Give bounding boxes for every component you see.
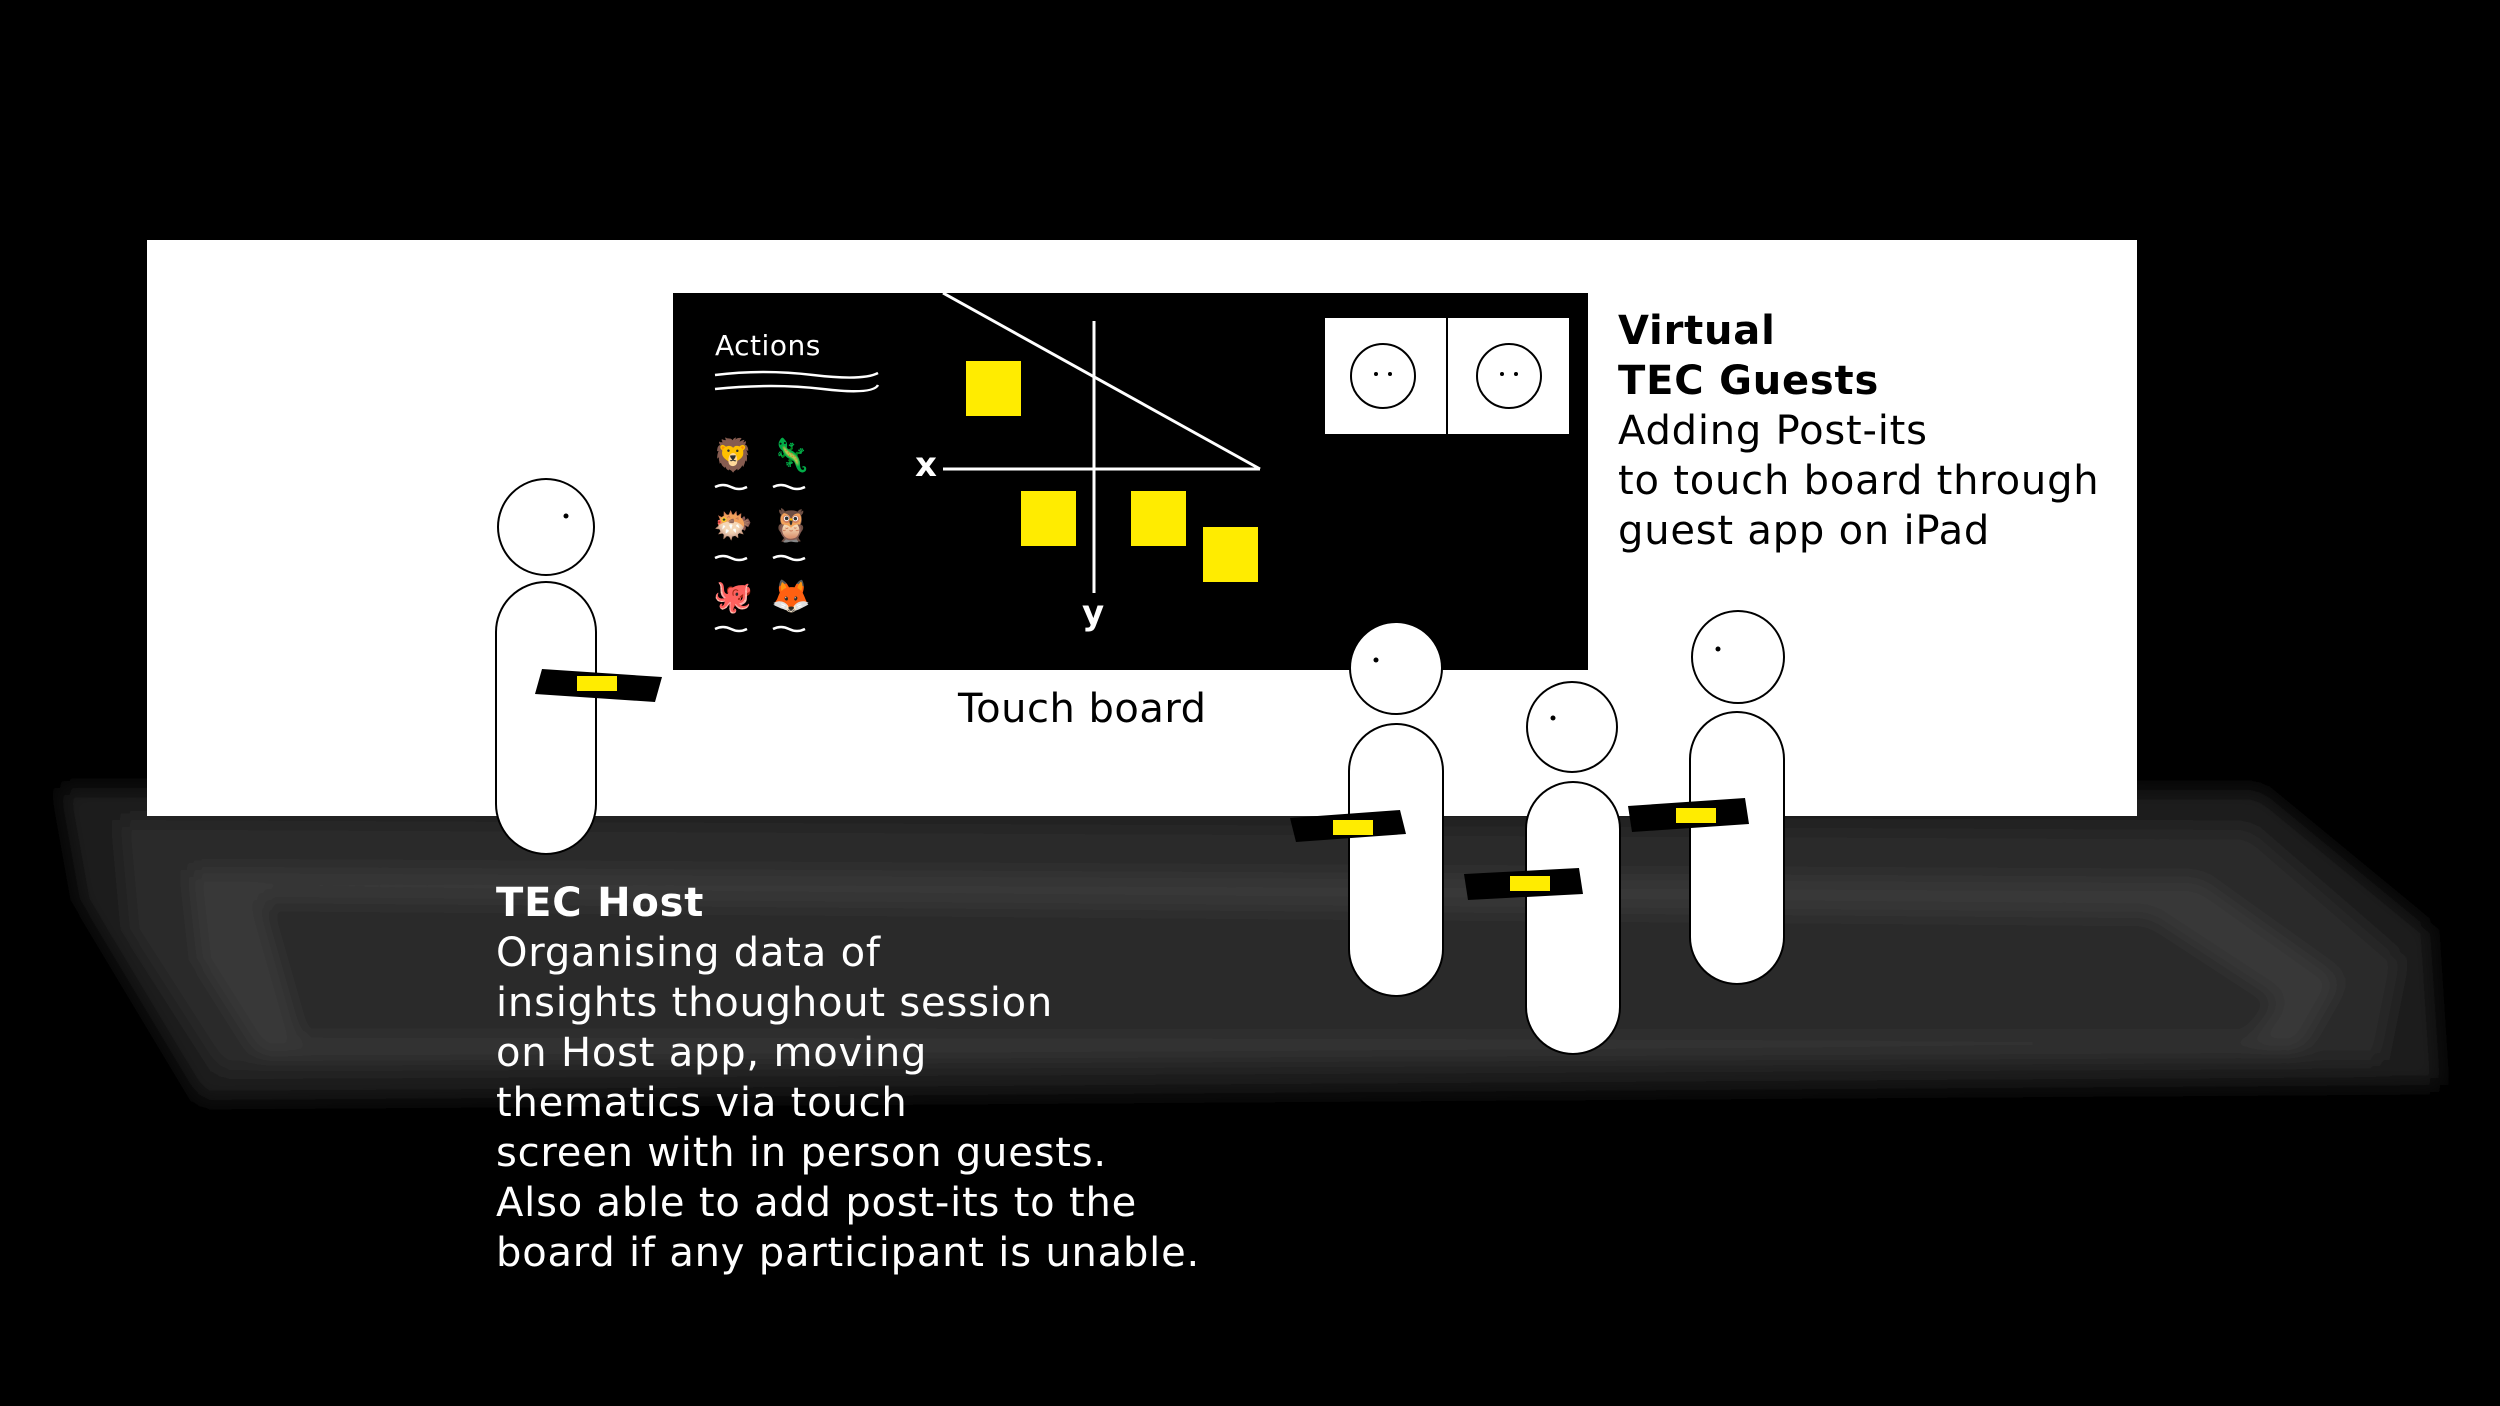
virtual-guests-title-line2: TEC Guests — [1618, 358, 1880, 404]
octopus-sticker[interactable]: 🐙 — [713, 577, 753, 615]
host-line: board if any participant is unable. — [496, 1230, 1200, 1276]
host-note — [496, 878, 1200, 1278]
x-axis-label: x — [915, 445, 937, 485]
fox-sticker[interactable]: 🦊 — [771, 577, 811, 615]
host-line: Organising data of — [496, 930, 881, 976]
host-figure — [496, 479, 662, 854]
host-line: insights thoughout session — [496, 980, 1054, 1026]
fish-sticker[interactable]: 🐡 — [713, 506, 753, 544]
virtual-guests-line: guest app on iPad — [1618, 508, 1991, 554]
owl-sticker[interactable]: 🦉 — [771, 506, 811, 544]
virtual-guests-line: to touch board through — [1618, 458, 2100, 504]
actions-title: Actions — [715, 329, 821, 362]
virtual-guests-line: Adding Post-its — [1618, 408, 1928, 454]
in-person-guest — [1290, 622, 1443, 996]
host-line: screen with in person guests. — [496, 1130, 1107, 1176]
in-person-guest — [1464, 682, 1620, 1054]
lizard-sticker[interactable]: 🦎 — [771, 436, 811, 474]
host-line: Also able to add post-its to the — [496, 1180, 1138, 1226]
in-person-guest — [1628, 611, 1784, 984]
host-line: thematics via touch — [496, 1080, 908, 1126]
y-axis-label: y — [1082, 593, 1105, 633]
host-line: on Host app, moving — [496, 1030, 928, 1076]
lion-sticker[interactable]: 🦁 — [713, 436, 753, 474]
virtual-guests-title-line1: Virtual — [1618, 308, 1776, 354]
host-title: TEC Host — [496, 880, 705, 926]
touch-board-caption: Touch board — [958, 686, 1207, 732]
